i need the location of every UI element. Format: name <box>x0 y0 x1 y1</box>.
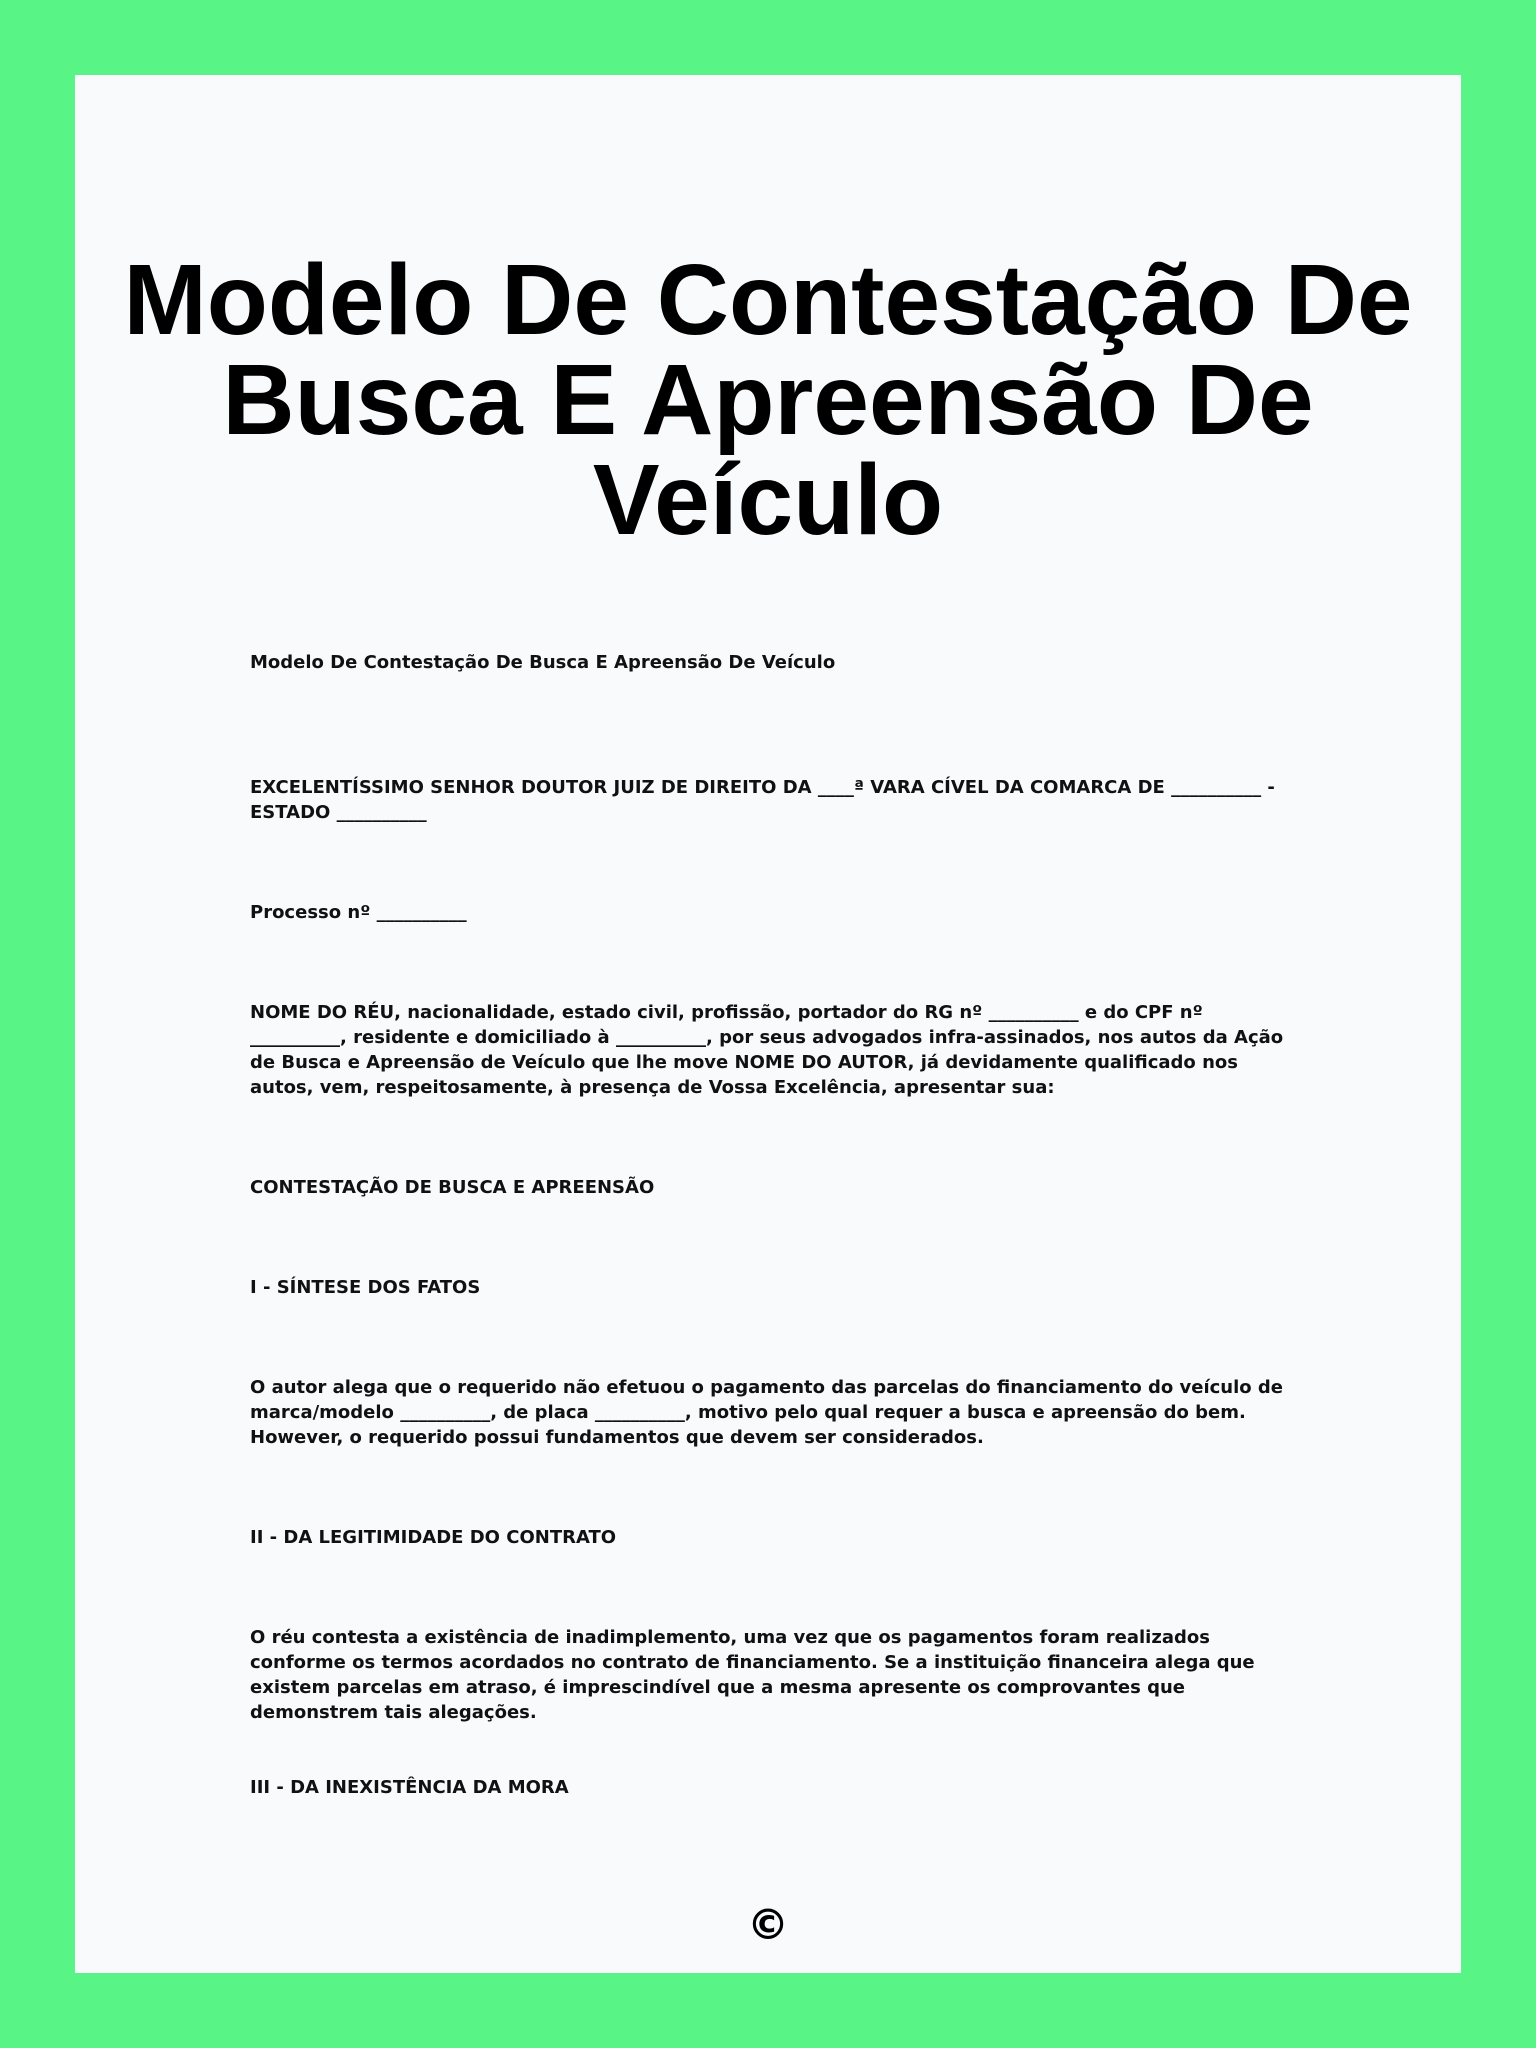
section-heading-facts: I - SÍNTESE DOS FATOS <box>250 1277 481 1298</box>
document-page <box>75 75 1461 1973</box>
section-heading-contract: II - DA LEGITIMIDADE DO CONTRATO <box>250 1527 617 1548</box>
contract-paragraph: O réu contesta a existência de inadimplemento, uma vez que os pagamentos foram realizados conforme os termos acordados no contrato de financiamento. Se a instituição financeira alega que existem parcelas em atraso, é imprescindível que a mesma apresente os comprovantes que demonstrem tais alegações. <box>250 1627 1255 1723</box>
document-subtitle: Modelo De Contestação De Busca E Apreensão De Veículo <box>250 652 836 673</box>
copyright-icon: © <box>747 1900 789 1949</box>
page-title: Modelo De Contestação De Busca E Apreensão De Veículo <box>123 244 1413 556</box>
court-address-paragraph: EXCELENTÍSSIMO SENHOR DOUTOR JUIZ DE DIREITO DA ____ª VARA CÍVEL DA COMARCA DE __________ - ESTADO __________ <box>250 777 1275 823</box>
document-heading: CONTESTAÇÃO DE BUSCA E APREENSÃO <box>250 1177 655 1198</box>
defendant-qualification-paragraph: NOME DO RÉU, nacionalidade, estado civil, profissão, portador do RG nº __________ e do CPF nº __________, residente e domiciliado à __________, por seus advogados infra-assinados, nos autos da Ação de Busca e Apreensão de Veículo que lhe move NOME DO AUTOR, já devidamente qualificado nos autos, vem, respeitosamente, à presença de Vossa Excelência, apresentar sua: <box>250 1002 1284 1098</box>
section-heading-default: III - DA INEXISTÊNCIA DA MORA <box>250 1777 569 1798</box>
process-number-paragraph: Processo nº __________ <box>250 902 467 923</box>
facts-paragraph: O autor alega que o requerido não efetuou o pagamento das parcelas do financiamento do veículo de marca/modelo __________, de placa __________, motivo pelo qual requer a busca e apreensão do bem. However, o requerido possui fundamentos que devem ser considerados. <box>250 1377 1283 1448</box>
